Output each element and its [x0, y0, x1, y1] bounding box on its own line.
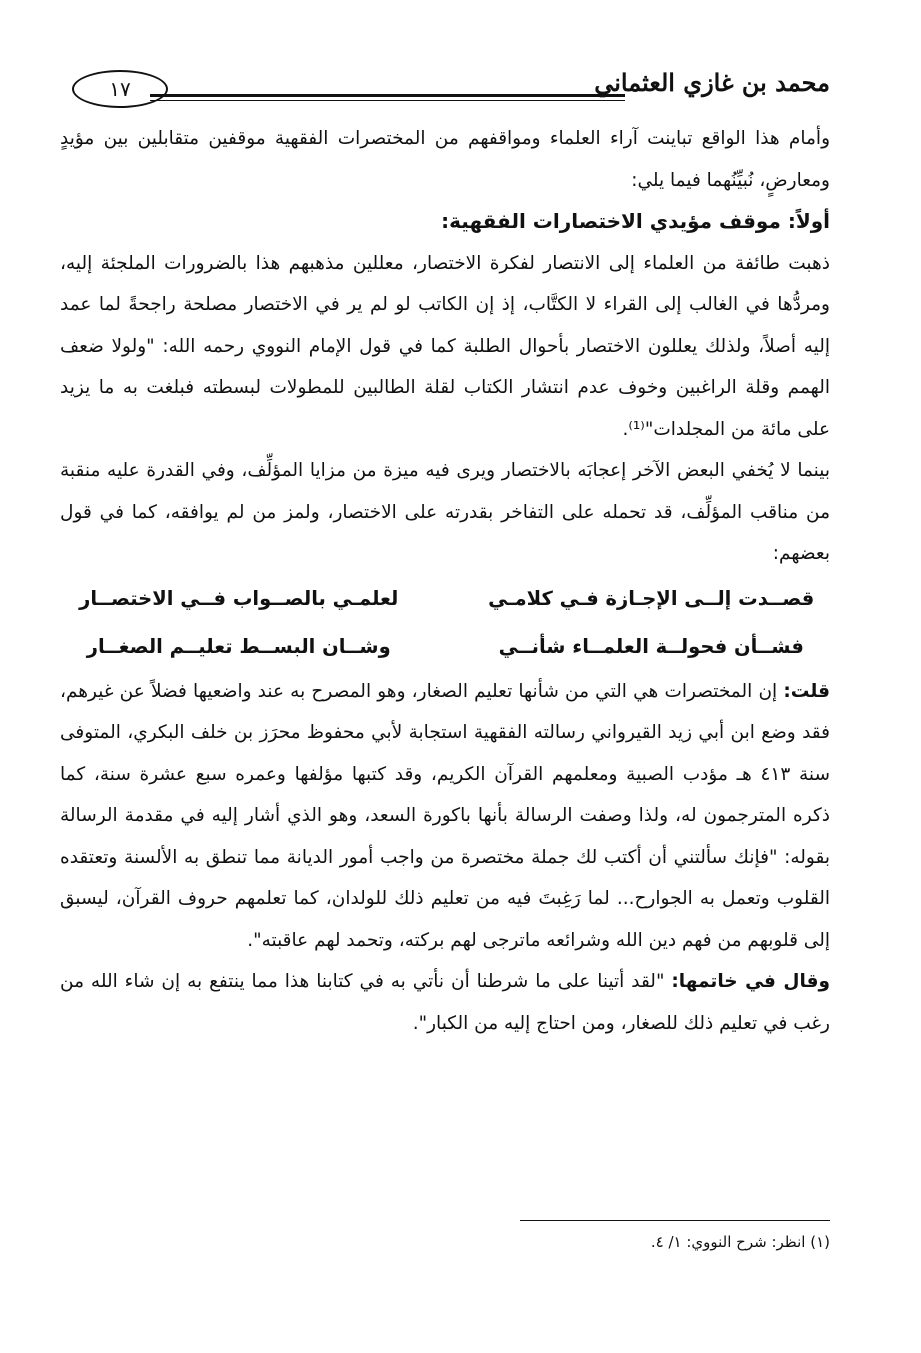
paragraph-text: إن المختصرات هي التي من شأنها تعليم الصغار، وهو المصرح به عند واضعيها فضلاً عن غيرهم، فقد وضع ابن أبي زيد القيرواني رسالته الفقهية استجابة لأبي محفوظ محرَز بن خلف البكري، المتوفى سنة ٤١٣ هـ مؤدب الصبية ومعلمهم القرآن الكريم، وقد كتبها مؤلفها وعمره سبع عشرة سنة، كما ذكره المترجمون له، ولذا وصفت الرسالة بأنها باكورة السعد، وهو الذي أشار إليه في مقدمة الرسالة بقوله: "فإنك سألتني أن أكتب لك جملة مختصرة من واجب أمور الديانة مما تنطق به الألسنة وتعتقده القلوب وتعمل به الجوارح... لما رَغِبتَ فيه من تعليم ذلك للولدان، كما تعلمهم حروف القرآن، ليسبق إلى قلوبهم من فهم دين الله وشرائعه ماترجى لهم بركته، وتحمد لهم عاقبته".: [60, 680, 830, 951]
paragraph-label: قلت:: [783, 680, 830, 702]
paragraph: [60, 961, 830, 1044]
main-text: [60, 118, 830, 1044]
footnote: (١) انظر: شرح النووي: ١/ ٤.: [650, 1233, 830, 1251]
paragraph: بينما لا يُخفي البعض الآخر إعجابَه بالاختصار ويرى فيه ميزة من مزايا المؤلِّف، وفي القدرة عليه منقبة من مناقب المؤلِّف، قد تحمله على التفاخر بقدرته على الاختصار، ولمز من لم يوافقه، كما في قول بعضهم:: [60, 460, 830, 564]
page-number: ١٧: [72, 70, 168, 108]
poem-verse: [60, 575, 830, 623]
paragraph: [60, 671, 830, 962]
poem-hemistich: وشــان البســط تعليــم الصغــار: [86, 634, 391, 658]
paragraph-text: "لقد أتينا على ما شرطنا أن نأتي به في كتابنا هذا مما ينتفع به إن شاء الله من رغب في تعليم ذلك للصغار، ومن احتاج إليه من الكبار".: [60, 971, 830, 1034]
paragraph: وأمام هذا الواقع تباينت آراء العلماء ومواقفهم من المختصرات الفقهية موقفين متقابلين بين مؤيدٍ ومعارضٍ، نُبيِّنُهما فيما يلي:: [60, 128, 830, 191]
paragraph: ذهبت طائفة من العلماء إلى الانتصار لفكرة الاختصار، معللين مذهبهم هذا بالضرورات الملجئة إليه، ومردُّها في الغالب إلى القراء لا الكتَّاب، إذ إن الكاتب لو لم ير في الاختصار مصلحة راجحةً لما عمد إليه أصلاً، ولذلك يعللون الاختصار بأحوال الطلبة كما في قول الإمام النووي رحمه الله: "ولولا ضعف الهمم وقلة الراغبين وخوف عدم انتشار الكتاب لقلة الطالبين للمطولات لبسطته فبلغت به ما يزيد على مائة من المجلدات"⁽¹⁾.: [60, 252, 830, 440]
section-heading: أولاً: موقف مؤيدي الاختصارات الفقهية:: [441, 209, 830, 233]
footnotes: [60, 1220, 830, 1251]
footnote-rule: [520, 1220, 830, 1221]
poem: [60, 575, 830, 671]
running-title: محمد بن غازي العثماني: [594, 68, 830, 97]
poem-verse: [60, 623, 830, 671]
poem-hemistich: لعلمـي بالصــواب فــي الاختصــار: [79, 586, 399, 610]
page-header: [60, 60, 830, 108]
header-rule: [150, 94, 625, 101]
poem-hemistich: فشــأن فحولــة العلمــاء شأنــي: [498, 634, 804, 658]
book-page: [60, 40, 830, 1320]
paragraph-label: وقال في خاتمها:: [671, 971, 831, 992]
poem-hemistich: قصــدت إلــى الإجـازة فـي كلامـي: [488, 586, 815, 610]
